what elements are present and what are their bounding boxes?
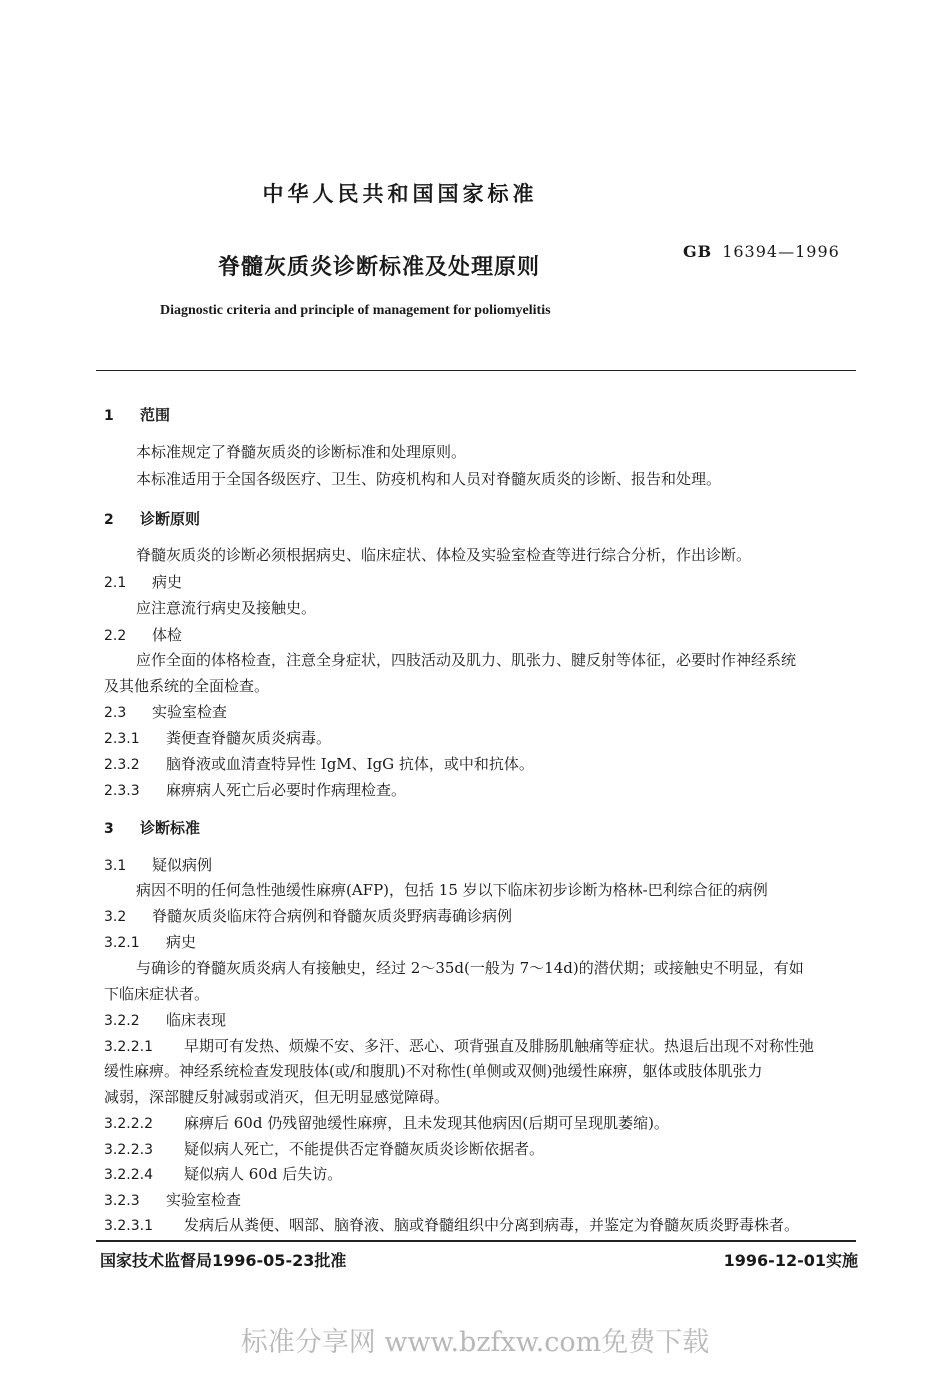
clause-3-2: 3.2 脊髓灰质炎临床符合病例和脊髓灰质炎野病毒确诊病例 (104, 907, 513, 925)
clause-3-2-2-1: 3.2.2.1 早期可有发热、烦燥不安、多汗、恶心、项背强直及腓肠肌触痛等症状。热退后出现不对称性弛 (104, 1037, 815, 1055)
clause-2-1: 2.1 病史 (104, 573, 183, 591)
clause-2-2-text-1: 应作全面的体格检查，注意全身症状，四肢活动及肌力、肌张力、腱反射等体征，必要时作神经系统 (136, 651, 797, 669)
section-1-heading: 1 范围 (104, 406, 171, 424)
section-1-para-2: 本标准适用于全国各级医疗、卫生、防疫机构和人员对脊髓灰质炎的诊断、报告和处理。 (136, 470, 722, 488)
approval-date: 国家技术监督局1996-05-23批准 (100, 1251, 347, 1270)
clause-2-3-1: 2.3.1 粪便查脊髓灰质炎病毒。 (104, 729, 332, 747)
clause-3-2-2-1-text-2: 缓性麻痹。神经系统检查发现肢体(或/和腹肌)不对称性(单侧或双侧)弛缓性麻痹，躯体或肢体肌张力 (104, 1062, 763, 1080)
clause-3-2-3: 3.2.3 实验室检查 (104, 1191, 242, 1209)
clause-2-2-text-2: 及其他系统的全面检查。 (104, 677, 270, 695)
clause-2-3-3: 2.3.3 麻痹病人死亡后必要时作病理检查。 (104, 781, 407, 799)
english-title: Diagnostic criteria and principle of management for poliomyelitis (160, 303, 551, 318)
code-number: 16394—1996 (722, 242, 840, 261)
header-divider (96, 370, 856, 371)
section-1-para-1: 本标准规定了脊髓灰质炎的诊断标准和处理原则。 (136, 443, 467, 461)
clause-2-3-2: 2.3.2 脑脊液或血清查特异性 IgM、IgG 抗体，或中和抗体。 (104, 755, 534, 773)
clause-2-2: 2.2 体检 (104, 626, 183, 644)
section-3-heading: 3 诊断标准 (104, 819, 201, 837)
clause-3-2-3-1: 3.2.3.1 发病后从粪便、咽部、脑脊液、脑或脊髓组织中分离到病毒，并鉴定为脊髓灰质炎野毒株者。 (104, 1216, 800, 1234)
standard-code (683, 242, 840, 261)
site-watermark: 标准分享网 www.bzfxw.com免费下载 (240, 1327, 710, 1358)
standard-org-heading: 中华人民共和国国家标准 (262, 181, 538, 206)
footer-divider (96, 1240, 856, 1242)
clause-3-2-2-2: 3.2.2.2 麻痹后 60d 仍残留弛缓性麻痹，且未发现其他病因(后期可呈现肌萎缩)。 (104, 1114, 669, 1132)
clause-3-2-1-text-2: 下临床症状者。 (104, 985, 210, 1003)
clause-3-2-2: 3.2.2 临床表现 (104, 1011, 227, 1029)
clause-3-2-2-4: 3.2.2.4 疑似病人 60d 后失访。 (104, 1165, 343, 1183)
document-title: 脊髓灰质炎诊断标准及处理原则 (218, 254, 541, 280)
clause-3-2-2-3: 3.2.2.3 疑似病人死亡，不能提供否定脊髓灰质炎诊断依据者。 (104, 1140, 545, 1158)
code-prefix: GB (683, 242, 713, 261)
clause-3-2-1: 3.2.1 病史 (104, 933, 197, 951)
clause-3-2-2-1-text-3: 减弱，深部腱反射减弱或消灭，但无明显感觉障碍。 (104, 1088, 450, 1106)
effective-date: 1996-12-01实施 (723, 1251, 858, 1270)
clause-3-2-1-text-1: 与确诊的脊髓灰质炎病人有接触史，经过 2～35d(一般为 7～14d)的潜伏期；或接触史不明显，有如 (136, 959, 804, 977)
clause-3-1-text: 病因不明的任何急性弛缓性麻痹(AFP)，包括 15 岁以下临床初步诊断为格林-巴利综合征的病例 (136, 881, 768, 899)
clause-3-1: 3.1 疑似病例 (104, 856, 213, 874)
clause-2-3: 2.3 实验室检查 (104, 703, 228, 721)
section-2-heading: 2 诊断原则 (104, 510, 201, 528)
clause-2-1-text: 应注意流行病史及接触史。 (136, 599, 317, 617)
section-2-para-1: 脊髓灰质炎的诊断必须根据病史、临床症状、体检及实验室检查等进行综合分析，作出诊断。 (136, 546, 752, 564)
